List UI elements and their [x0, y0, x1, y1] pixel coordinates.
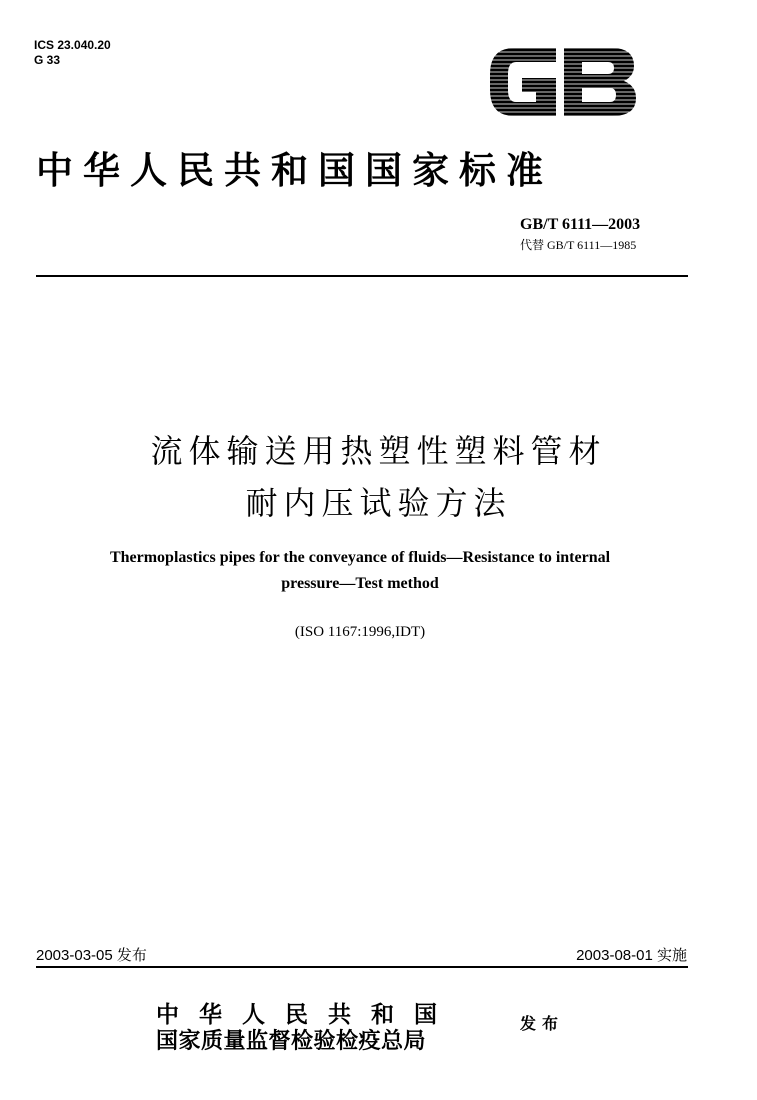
issuer-line1: 中华人民共和国	[156, 1001, 457, 1028]
title-en-line2: pressure—Test method	[281, 575, 439, 592]
classification-codes	[34, 38, 111, 68]
issue-date: 2003-03-05 发布	[36, 947, 147, 964]
gb-logo-icon	[484, 42, 640, 122]
iso-reference: (ISO 1167:1996,IDT)	[294, 624, 426, 640]
standard-name-cn: 中华人民共和国国家标准	[36, 148, 553, 192]
issuer-line2: 国家质量监督检验检疫总局	[156, 1028, 427, 1054]
standard-code: GB/T 6111—2003	[520, 216, 641, 233]
title-cn-line1: 流体输送用热塑性塑料管材	[150, 432, 607, 470]
gb-logo	[484, 42, 640, 122]
title-cn-line2: 耐内压试验方法	[245, 484, 512, 522]
implementation-date: 2003-08-01 实施	[576, 947, 687, 964]
issue-word: 发布	[520, 1014, 565, 1033]
bottom-divider	[36, 966, 688, 968]
replaces-standard: 代替 GB/T 6111—1985	[520, 238, 637, 252]
ics-code: ICS 23.040.20	[34, 38, 111, 52]
top-divider	[36, 275, 688, 277]
title-en-line1: Thermoplastics pipes for the conveyance of fluids—Resistance to internal	[109, 549, 611, 566]
ccs-code: G 33	[34, 53, 61, 67]
